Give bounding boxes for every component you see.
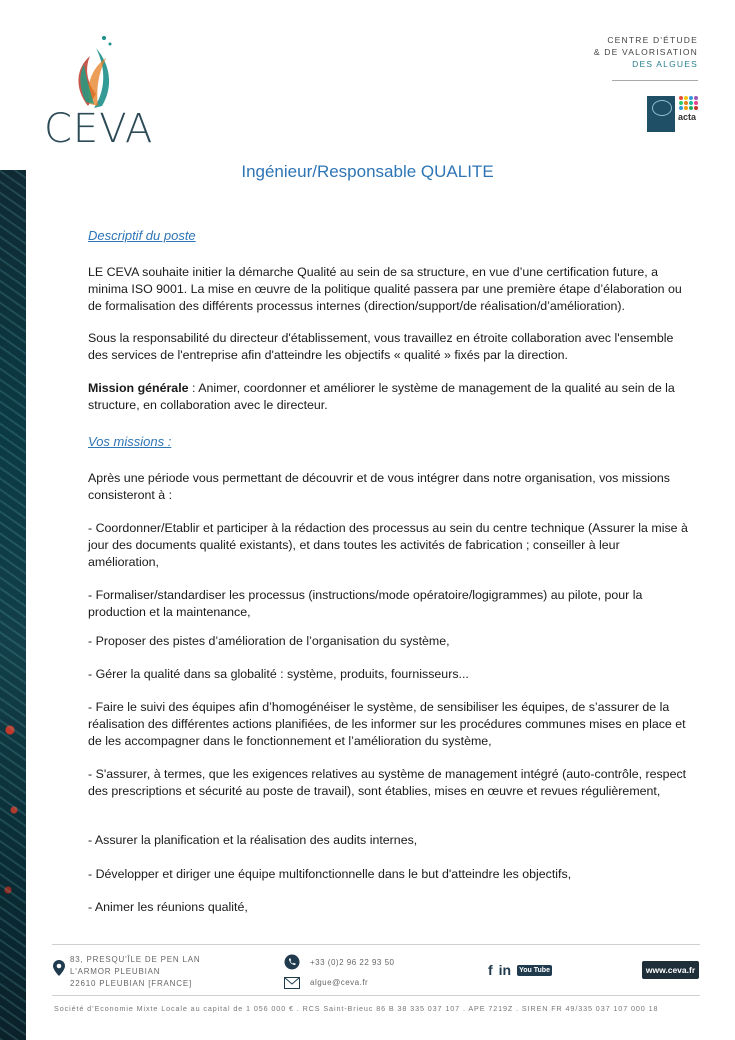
paragraph-intro: LE CEVA souhaite initier la démarche Qualité au sein de sa structure, en vue d’une certification future, a minima ISO 9001. La mise en œuvre de la politique qualité passera par une première étape d’élaboration ou de formalisation des différents processus internes (direction/support/de réalisation/d’amélioration). bbox=[88, 265, 682, 313]
legal-mentions: Société d’Economie Mixte Locale au capital de 1 056 000 € . RCS Saint-Brieuc 86 B 38 335 037 107 . APE 7219Z . SIREN FR 49/335 037 107 000 18 bbox=[54, 1004, 659, 1013]
address-line-2: L'ARMOR PLEUBIAN bbox=[70, 967, 161, 976]
mission-text: : Animer, coordonner et améliorer le système de management de la qualité au sein de la structure, en collaboration avec le directeur. bbox=[88, 381, 675, 412]
acta-logo bbox=[678, 96, 700, 132]
acta-dots-icon bbox=[679, 96, 700, 110]
mission-item: - Faire le suivi des équipes afin d’homogénéiser le système, de sensibiliser les équipes, de s’assurer de la réalisation des différentes actions planifiées, de les informer sur les procédures communes mises en place et de les accompagner dans le fonctionnement et l’amélioration du système, bbox=[88, 700, 686, 748]
mission-label: Mission générale bbox=[88, 381, 189, 395]
partner-logo-1 bbox=[647, 96, 675, 132]
website-button[interactable]: www.ceva.fr bbox=[642, 961, 699, 979]
footer-phone[interactable]: +33 (0)2 96 22 93 50 bbox=[310, 958, 395, 967]
footer-divider-bottom bbox=[52, 995, 700, 996]
mission-item: - S'assurer, à termes, que les exigences relatives au système de management intégré (auto-contrôle, respect des prescriptions et sécurité au poste de travail), sont établies, mises en œuvre et revues régulièrement, bbox=[88, 767, 687, 798]
missions-intro: Après une période vous permettant de découvrir et de vous intégrer dans notre organisation, vos missions consisteront à : bbox=[88, 471, 670, 502]
decorative-seaweed-band bbox=[0, 170, 26, 1040]
mission-item: - Formaliser/standardiser les processus (instructions/mode opératoire/logigrammes) au pilote, pour la production et la maintenance, bbox=[88, 588, 643, 619]
address-line-3: 22610 PLEUBIAN [FRANCE] bbox=[70, 979, 192, 988]
facebook-icon[interactable]: f bbox=[488, 962, 493, 978]
phone-icon bbox=[284, 954, 300, 970]
footer-email[interactable]: algue@ceva.fr bbox=[310, 978, 369, 987]
mission-item: - Assurer la planification et la réalisation des audits internes, bbox=[88, 833, 418, 847]
social-links bbox=[488, 962, 552, 978]
paragraph-mission-generale bbox=[88, 380, 688, 414]
logo-wordmark: CEVA bbox=[44, 106, 154, 152]
mission-item: - Gérer la qualité dans sa globalité : système, produits, fournisseurs... bbox=[88, 667, 469, 681]
mission-item: - Développer et diriger une équipe multifonctionnelle dans le but d'atteindre les objectifs, bbox=[88, 867, 572, 881]
acta-label: acta bbox=[678, 112, 697, 122]
mail-icon bbox=[284, 977, 300, 989]
address-line-1: 83, PRESQU'ÎLE DE PEN LAN bbox=[70, 955, 201, 964]
section-heading-missions: Vos missions : bbox=[88, 434, 172, 449]
header-divider bbox=[612, 80, 698, 81]
mission-item: - Coordonner/Etablir et participer à la rédaction des processus au sein du centre technique (Assurer la mise à jour des documents qualité existants), et dans toutes les activités de fabrication ; conseiller à leur amélioration, bbox=[88, 521, 688, 569]
org-line-2: & DE VALORISATION bbox=[593, 47, 698, 57]
mission-item: - Animer les réunions qualité, bbox=[88, 900, 248, 914]
linkedin-icon[interactable]: in bbox=[498, 962, 512, 978]
mission-item: - Proposer des pistes d’amélioration de l’organisation du système, bbox=[88, 634, 450, 648]
org-fullname bbox=[594, 34, 698, 70]
org-line-3: DES ALGUES bbox=[632, 59, 698, 69]
org-line-1: CENTRE D'ÉTUDE bbox=[607, 35, 698, 45]
section-heading-descriptif: Descriptif du poste bbox=[88, 228, 196, 243]
paragraph-responsabilite: Sous la responsabilité du directeur d'établissement, vous travaillez en étroite collaboration avec l'ensemble des services de l'entreprise afin d'atteindre les objectifs « qualité » fixés par la direction. bbox=[88, 331, 674, 362]
page-title: Ingénieur/Responsable QUALITE bbox=[241, 162, 494, 181]
location-pin-icon bbox=[53, 960, 65, 976]
footer-address bbox=[70, 954, 200, 990]
footer-divider-top bbox=[52, 944, 700, 945]
youtube-icon[interactable]: You Tube bbox=[519, 966, 550, 974]
